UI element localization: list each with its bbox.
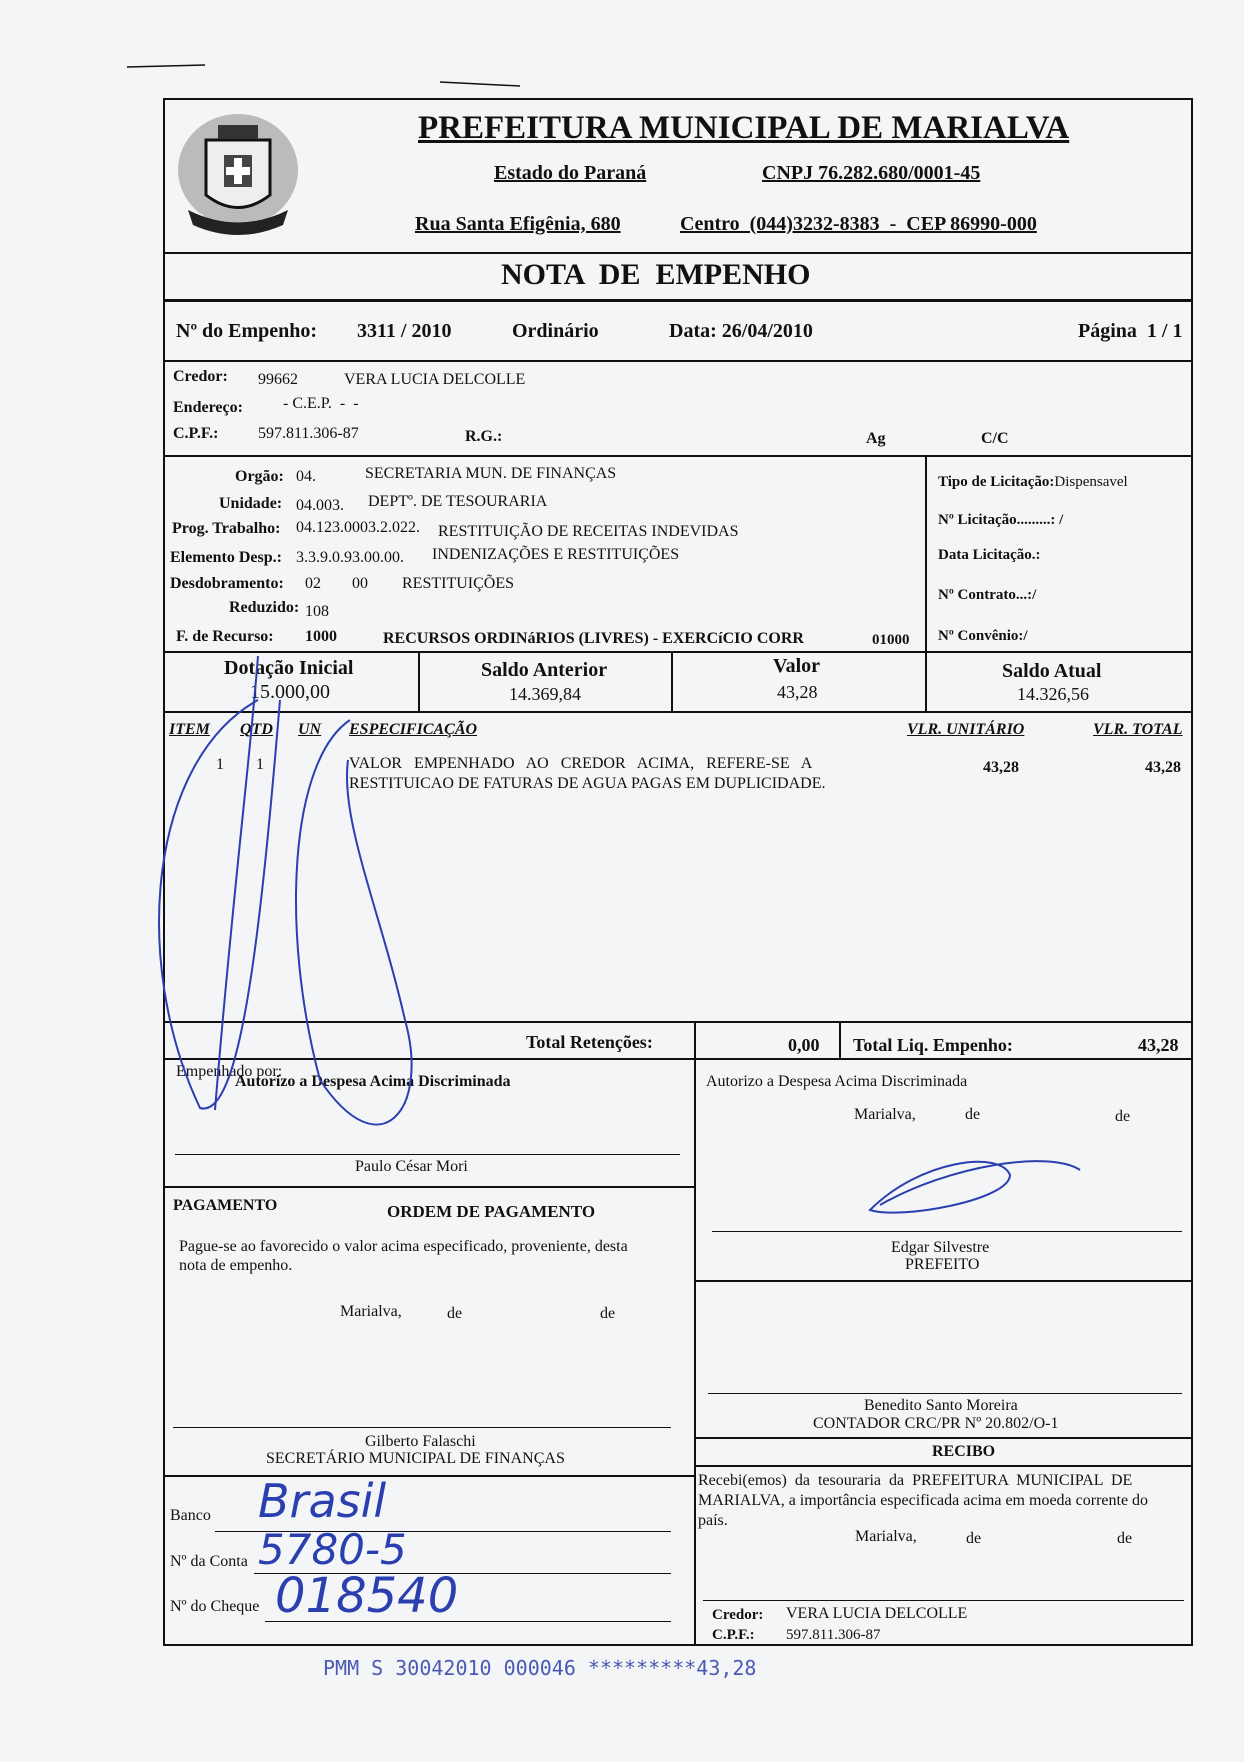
fonte-code2: 01000: [872, 632, 910, 648]
orgao-label: Orgão:: [235, 468, 284, 485]
dotacao-value: 15.000,00: [250, 681, 330, 703]
document-title: NOTA DE EMPENHO: [501, 258, 811, 291]
ordem-pagamento-label: ORDEM DE PAGAMENTO: [387, 1202, 596, 1221]
credor-address: - C.E.P. - -: [283, 395, 359, 412]
prog-code: 04.123.0003.2.022.: [296, 519, 420, 536]
divider: [163, 1021, 1193, 1023]
divider: [925, 455, 927, 651]
page-title: PREFEITURA MUNICIPAL DE MARIALVA: [418, 110, 1070, 146]
licitacao-tipo: [938, 474, 1128, 491]
licitacao-tipo-label: Tipo de Licitação:: [938, 474, 1055, 490]
page-number: Página 1 / 1: [1078, 320, 1183, 342]
col-item: ITEM: [169, 721, 210, 738]
dotacao-label: Dotação Inicial: [224, 657, 354, 679]
fonte-name: RECURSOS ORDINáRIOS (LIVRES) - EXERCíCIO CORR: [383, 630, 804, 647]
divider: [694, 1437, 1193, 1439]
pagamento-signer: Gilberto Falaschi: [365, 1433, 476, 1450]
recibo-place: Marialva,: [855, 1528, 917, 1545]
saldo-anterior-label: Saldo Anterior: [481, 659, 608, 681]
bank-stamp: PMM S 30042010 000046 *********43,28: [323, 1656, 757, 1680]
recibo-de1: de: [966, 1530, 982, 1547]
autorizo-label: Autorizo a Despesa Acima Discriminada: [706, 1073, 968, 1090]
rg-label: R.G.:: [465, 428, 503, 445]
empenho-type: Ordinário: [512, 320, 599, 342]
divider: [694, 1280, 1193, 1282]
row-spec-line1: VALOR EMPENHADO AO CREDOR ACIMA, REFERE-SE A: [349, 755, 813, 772]
cnpj: CNPJ 76.282.680/0001-45: [762, 162, 981, 184]
col-qtd: QTD: [240, 721, 273, 738]
desdobramento-name: RESTITUIÇÕES: [402, 575, 514, 592]
contador-signer: Benedito Santo Moreira: [864, 1397, 1018, 1414]
divider: [694, 1465, 1193, 1467]
reduzido-code: 108: [305, 603, 329, 620]
col-un: UN: [298, 721, 322, 738]
valor-value: 43,28: [777, 682, 818, 702]
divider: [163, 299, 1193, 302]
elemento-name: INDENIZAÇÕES E RESTITUIÇÕES: [432, 546, 680, 563]
recibo-credor: VERA LUCIA DELCOLLE: [786, 1605, 968, 1622]
divider: [163, 1475, 694, 1477]
saldo-anterior-value: 14.369,84: [509, 684, 581, 704]
credor-cpf: 597.811.306-87: [258, 425, 359, 442]
signature-line: [708, 1393, 1182, 1394]
unidade-code: 04.003.: [296, 497, 344, 514]
signature-line: [712, 1231, 1182, 1232]
liq-label: Total Liq. Empenho:: [853, 1035, 1013, 1055]
divider: [163, 1186, 694, 1188]
conta-label: Nº da Conta: [170, 1553, 248, 1570]
desdobramento-label: Desdobramento:: [170, 575, 284, 592]
orgao-code: 04.: [296, 468, 316, 485]
valor-label: Valor: [773, 655, 821, 677]
autorizo-de1: de: [965, 1106, 981, 1123]
signature-line: [175, 1154, 680, 1155]
saldo-atual-label: Saldo Atual: [1002, 660, 1102, 682]
retencoes-value: 0,00: [788, 1035, 820, 1055]
prog-label: Prog. Trabalho:: [172, 520, 281, 537]
pagamento-text-line1: Pague-se ao favorecido o valor acima especificado, proveniente, desta: [179, 1238, 628, 1255]
licitacao-number: Nº Licitação.........: /: [938, 512, 1064, 528]
credor-label: Credor:: [173, 368, 228, 385]
orgao-name: SECRETARIA MUN. DE FINANÇAS: [365, 465, 617, 482]
address-label: Endereço:: [173, 399, 243, 416]
licitacao-tipo-value: Dispensavel: [1054, 474, 1128, 490]
pagamento-de2: de: [600, 1305, 616, 1322]
recibo-credor-label: Credor:: [712, 1607, 764, 1623]
pagamento-text-line2: nota de empenho.: [179, 1257, 293, 1274]
state-name: Estado do Paraná: [494, 162, 647, 184]
autorizo-signer: Edgar Silvestre: [891, 1239, 990, 1256]
recibo-text-line1: Recebi(emos) da tesouraria da PREFEITURA MUNICIPAL DE: [698, 1472, 1133, 1489]
col-vlr-total: VLR. TOTAL: [1093, 721, 1183, 738]
recibo-de2: de: [1117, 1530, 1133, 1547]
ag-label: Ag: [866, 430, 886, 447]
empenho-date: Data: 26/04/2010: [669, 320, 813, 342]
empenho-number-label: Nº do Empenho:: [176, 320, 318, 342]
row-qtd: 1: [256, 756, 264, 773]
autorizo-role: PREFEITO: [905, 1256, 980, 1273]
conta-value: 5780-5: [258, 1525, 407, 1574]
recibo-text-line2: MARIALVA, a importância especificada acima em moeda corrente do: [698, 1492, 1149, 1509]
divider: [925, 651, 927, 711]
pagamento-label: PAGAMENTO: [173, 1197, 278, 1214]
contador-role: CONTADOR CRC/PR Nº 20.802/O-1: [813, 1415, 1059, 1432]
divider: [163, 1058, 1193, 1060]
cheque-value: 018540: [275, 1568, 459, 1624]
scan-mark: [440, 82, 520, 86]
contrato-number: Nº Contrato...:/: [938, 587, 1037, 603]
divider: [163, 711, 1193, 713]
empenho-number: 3311 / 2010: [357, 320, 452, 342]
unidade-label: Unidade:: [219, 495, 283, 512]
prog-name: RESTITUIÇÃO DE RECEITAS INDEVIDAS: [438, 523, 739, 540]
signature-line: [173, 1427, 671, 1428]
col-spec: ESPECIFICAÇÃO: [349, 721, 478, 738]
divider: [671, 651, 673, 711]
row-vlr-total: 43,28: [1145, 759, 1181, 776]
autorizo-label: Autorizo a Despesa Acima Discriminada: [235, 1073, 511, 1090]
divider: [694, 1021, 696, 1058]
elemento-label: Elemento Desp.:: [170, 549, 282, 566]
convenio-number: Nº Convênio:/: [938, 628, 1028, 644]
retencoes-label: Total Retenções:: [526, 1032, 653, 1052]
credor-name: VERA LUCIA DELCOLLE: [344, 371, 526, 388]
pagamento-de1: de: [447, 1305, 463, 1322]
autorizo-de2: de: [1115, 1108, 1131, 1125]
recibo-text-line3: país.: [698, 1512, 728, 1529]
licitacao-date: Data Licitação.:: [938, 547, 1041, 563]
desdobramento-code2: 00: [352, 575, 368, 592]
scan-mark: [127, 65, 205, 67]
coat-of-arms-logo: [168, 100, 308, 240]
desdobramento-code1: 02: [305, 575, 321, 592]
liq-value: 43,28: [1138, 1035, 1179, 1055]
pagamento-place: Marialva,: [340, 1303, 402, 1320]
divider: [163, 360, 1193, 362]
address: Rua Santa Efigênia, 680: [415, 213, 621, 235]
unidade-name: DEPTº. DE TESOURARIA: [368, 493, 548, 510]
banco-label: Banco: [170, 1507, 211, 1524]
fonte-code: 1000: [305, 628, 337, 645]
divider: [839, 1021, 841, 1058]
row-item: 1: [216, 756, 224, 773]
recibo-cpf: 597.811.306-87: [786, 1627, 881, 1643]
cc-label: C/C: [981, 430, 1009, 447]
banco-value: Brasil: [258, 1474, 387, 1528]
cheque-label: Nº do Cheque: [170, 1598, 260, 1615]
divider: [163, 252, 1193, 254]
saldo-atual-value: 14.326,56: [1017, 684, 1089, 704]
divider: [694, 1058, 696, 1646]
empenhado-label: Empenhado por:: [176, 1063, 283, 1080]
pagamento-role: SECRETÁRIO MUNICIPAL DE FINANÇAS: [266, 1450, 565, 1467]
elemento-code: 3.3.9.0.93.00.00.: [296, 549, 404, 566]
fonte-label: F. de Recurso:: [176, 628, 274, 645]
autorizo-place: Marialva,: [854, 1106, 916, 1123]
credor-code: 99662: [258, 371, 298, 388]
contact-info: Centro (044)3232-8383 - CEP 86990-000: [680, 213, 1037, 235]
divider: [418, 651, 420, 711]
signature-line: [703, 1600, 1184, 1601]
cpf-label: C.P.F.:: [173, 425, 219, 442]
recibo-cpf-label: C.P.F.:: [712, 1627, 755, 1643]
reduzido-label: Reduzido:: [229, 599, 300, 616]
recibo-title: RECIBO: [932, 1443, 996, 1460]
divider: [163, 455, 1193, 457]
empenhado-signer: Paulo César Mori: [355, 1158, 468, 1175]
divider: [163, 651, 1193, 653]
col-vlr-unit: VLR. UNITÁRIO: [907, 721, 1025, 738]
row-spec-line2: RESTITUICAO DE FATURAS DE AGUA PAGAS EM DUPLICIDADE.: [349, 775, 826, 792]
row-vlr-unit: 43,28: [983, 759, 1019, 776]
